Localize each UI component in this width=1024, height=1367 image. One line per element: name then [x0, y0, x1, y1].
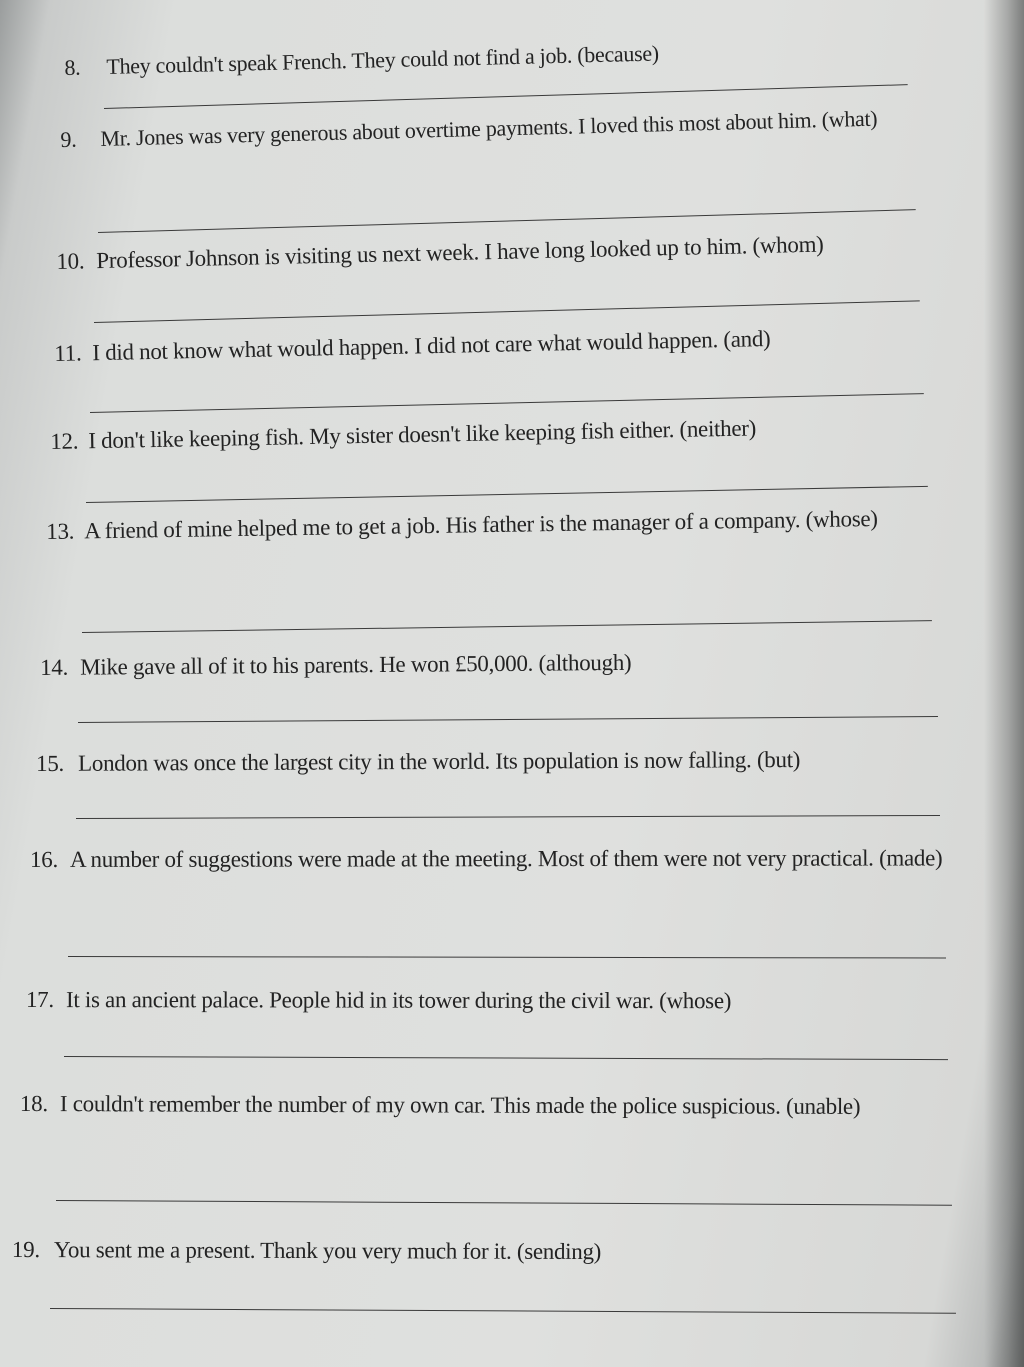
question-12	[50, 407, 931, 460]
question-number: 16.	[30, 846, 58, 872]
answer-line-12[interactable]	[86, 486, 928, 503]
question-text: You sent me a present. Thank you very much for it. (sending)	[53, 1237, 602, 1265]
question-number: 13.	[46, 518, 75, 544]
question-number: 10.	[56, 248, 85, 274]
question-number: 9.	[60, 126, 77, 152]
question-15	[36, 741, 948, 782]
question-number: 19.	[11, 1237, 40, 1263]
question-text: Professor Johnson is visiting us next week. I have long looked up to him. (whom)	[96, 231, 824, 274]
answer-line-17[interactable]	[64, 1056, 948, 1060]
question-19	[12, 1232, 912, 1271]
question-text: I couldn't remember the number of my own car. This made the police suspicious. (unable)	[59, 1091, 861, 1119]
answer-line-13[interactable]	[82, 620, 932, 633]
answer-line-15[interactable]	[76, 815, 940, 819]
question-text: Mike gave all of it to his parents. He won £50,000. (although)	[80, 649, 632, 680]
page-edge-shadow	[984, 0, 1024, 1367]
question-number: 12.	[50, 428, 79, 454]
question-11	[54, 318, 935, 372]
question-text: Mr. Jones was very generous about overtime payments. I loved this most about him. (what)	[100, 105, 878, 151]
question-number: 11.	[54, 340, 82, 366]
question-18	[20, 1086, 970, 1125]
answer-line-19[interactable]	[50, 1308, 956, 1314]
question-16	[30, 840, 960, 878]
answer-line-14[interactable]	[78, 716, 938, 723]
question-text: I did not know what would happen. I did not care what would happen. (and)	[92, 326, 771, 366]
question-number: 18.	[19, 1091, 48, 1117]
question-text: They couldn't speak French. They could not find a job. (because)	[106, 40, 660, 79]
question-text: It is an ancient palace. People hid in its tower during the civil war. (whose)	[65, 987, 732, 1014]
question-number: 17.	[25, 987, 54, 1013]
question-14	[40, 642, 920, 686]
question-10	[56, 224, 937, 280]
question-8	[64, 31, 825, 86]
question-number: 8.	[64, 54, 81, 80]
answer-line-18[interactable]	[56, 1200, 952, 1206]
question-text: A number of suggestions were made at the meeting. Most of them were not very practical. (made)	[70, 845, 943, 872]
question-text: A friend of mine helped me to get a job. His father is the manager of a company. (whose)	[84, 505, 878, 544]
answer-line-16[interactable]	[68, 956, 946, 959]
question-9	[60, 99, 931, 158]
question-13	[46, 500, 942, 550]
question-text: I don't like keeping fish. My sister doesn't like keeping fish either. (neither)	[88, 415, 757, 454]
question-17	[26, 982, 926, 1020]
question-number: 15.	[36, 750, 65, 776]
question-number: 14.	[40, 654, 69, 680]
question-text: London was once the largest city in the world. Its population is now falling. (but)	[78, 746, 801, 776]
